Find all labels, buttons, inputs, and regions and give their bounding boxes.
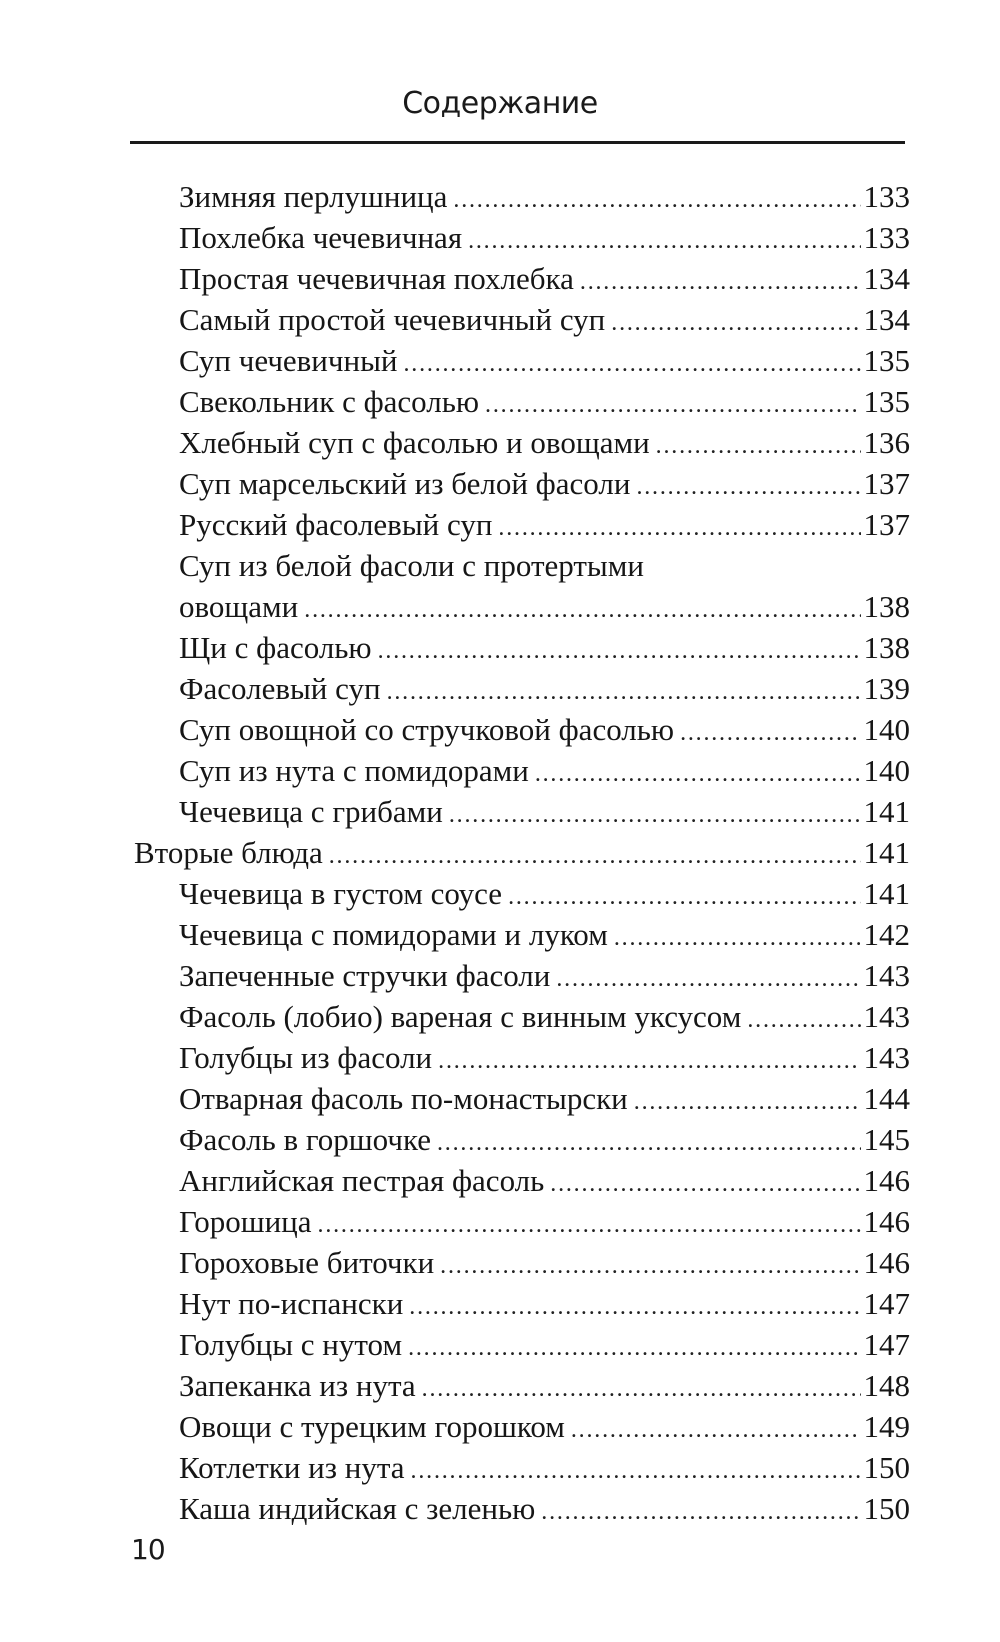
dot-leader [614,918,861,959]
toc-entry [0,955,1000,996]
dot-leader [468,221,860,262]
toc-entry [0,1160,1000,1201]
toc-entry-page: 147 [863,1286,910,1321]
toc-entry-title: Фасоль в горшочке [179,1122,431,1157]
toc-entry-title: Котлетки из нута [179,1450,405,1485]
dot-leader [541,1492,860,1533]
toc-entry-page: 144 [863,1081,910,1116]
toc-entry-title: Каша индийская с зеленью [179,1491,536,1526]
toc-entry-title: Вторые блюда [134,835,323,870]
toc-entry-title: Запеченные стручки фасоли [179,958,551,993]
toc-entry-page: 145 [863,1122,910,1157]
toc-entry-title: Русский фасолевый суп [179,507,493,542]
dot-leader [387,672,861,713]
toc-entry [0,1447,1000,1488]
toc-entry-page: 136 [863,425,910,460]
toc-entry-title: Простая чечевичная похлебка [179,261,574,296]
dot-leader [378,631,861,672]
toc-entry [0,627,1000,668]
dot-leader [453,180,860,221]
toc-entry [0,791,1000,832]
toc-entry-title: Чечевица с помидорами и луком [179,917,608,952]
toc-entry [0,1242,1000,1283]
toc-entry-title: Голубцы с нутом [179,1327,403,1362]
toc-entry [0,176,1000,217]
toc-entry [0,586,1000,627]
toc-entry-title: Голубцы из фасоли [179,1040,433,1075]
toc-entry-page: 150 [863,1491,910,1526]
header-divider [130,141,905,144]
toc-entry-title: Суп чечевичный [179,343,398,378]
toc-entry-page: 138 [863,630,910,665]
toc-entry [0,1365,1000,1406]
dot-leader [580,262,861,303]
toc-entry-title: Отварная фасоль по-монастырски [179,1081,628,1116]
toc-entry-page: 149 [863,1409,910,1444]
toc-entry [0,299,1000,340]
toc-entry-page: 135 [863,343,910,378]
toc-entry-title: Суп марсельский из белой фасоли [179,466,631,501]
toc-entry [0,1119,1000,1160]
toc-entry-title: Овощи с турецким горошком [179,1409,565,1444]
toc-entry [0,1078,1000,1119]
toc-entry [0,873,1000,914]
toc-entry-page: 143 [863,1040,910,1075]
toc-entry-page: 133 [863,220,910,255]
toc-entry-page: 148 [863,1368,910,1403]
page-number: 10 [131,1533,165,1566]
dot-leader [304,590,860,631]
toc-entry-page: 140 [863,753,910,788]
toc-entry-page: 141 [863,794,910,829]
toc-entry-page: 137 [863,466,910,501]
toc-entry-title: Гороховые биточки [179,1245,435,1280]
toc-entry-page: 150 [863,1450,910,1485]
dot-leader [535,754,861,795]
toc-entry-page: 135 [863,384,910,419]
toc-entry [0,1488,1000,1529]
toc-entry-page: 143 [863,958,910,993]
toc-entry-page: 134 [863,261,910,296]
dot-leader [550,1164,860,1205]
dot-leader [680,713,860,754]
toc-entry-page: 138 [863,589,910,624]
toc-entry [0,422,1000,463]
dot-leader [404,344,861,385]
dot-leader [656,426,861,467]
dot-leader [411,1451,861,1492]
toc-entry-page: 141 [863,835,910,870]
toc-entry [0,504,1000,545]
toc-entry-page: 146 [863,1245,910,1280]
toc-entry-page: 137 [863,507,910,542]
toc-entry-page: 147 [863,1327,910,1362]
toc-entry [0,463,1000,504]
toc-entry-title: Фасоль (лобио) вареная с винным уксусом [179,999,742,1034]
toc-entry [0,381,1000,422]
toc-entry [0,914,1000,955]
toc-entry-title: Щи с фасолью [179,630,372,665]
toc-entry-title: Чечевица в густом соусе [179,876,503,911]
toc-entry-page: 146 [863,1204,910,1239]
toc-entry [0,217,1000,258]
toc-entry-title: Суп овощной со стручковой фасолью [179,712,675,747]
toc-entry [0,709,1000,750]
toc-entry-page: 143 [863,999,910,1034]
toc-entry-title: Самый простой чечевичный суп [179,302,606,337]
toc-entry [0,1406,1000,1447]
dot-leader [438,1041,860,1082]
dot-leader [409,1287,860,1328]
page-title: Содержание [402,86,598,121]
toc-entry-page: 139 [863,671,910,706]
table-of-contents [0,176,1000,1529]
toc-entry [0,545,1000,586]
dot-leader [485,385,860,426]
toc-entry-page: 142 [863,917,910,952]
toc-entry-title: Нут по-испански [179,1286,404,1321]
toc-entry-page: 140 [863,712,910,747]
toc-entry [0,1324,1000,1365]
dot-leader [634,1082,861,1123]
dot-leader [318,1205,861,1246]
dot-leader [437,1123,861,1164]
toc-entry-title: Хлебный суп с фасолью и овощами [179,425,650,460]
toc-entry-page: 134 [863,302,910,337]
dot-leader [440,1246,860,1287]
dot-leader [329,836,861,877]
dot-leader [556,959,860,1000]
toc-entry-page: 133 [863,179,910,214]
dot-leader [636,467,860,508]
toc-entry-title: Фасолевый суп [179,671,381,706]
toc-entry-title: Чечевица с грибами [179,794,443,829]
toc-entry [0,258,1000,299]
toc-entry [0,1283,1000,1324]
dot-leader [611,303,860,344]
toc-entry-title: Похлебка чечевичная [179,220,463,255]
toc-entry [0,1201,1000,1242]
dot-leader [498,508,860,549]
toc-entry-title: Горошица [179,1204,312,1239]
toc-entry-page: 146 [863,1163,910,1198]
dot-leader [571,1410,861,1451]
dot-leader [422,1369,861,1410]
dot-leader [508,877,860,918]
toc-entry [0,1037,1000,1078]
toc-entry [0,996,1000,1037]
toc-entry [0,668,1000,709]
toc-entry-title: Зимняя перлушница [179,179,448,214]
toc-entry-title: овощами [179,589,299,624]
toc-entry-title: Английская пестрая фасоль [179,1163,545,1198]
toc-section-entry [0,832,1000,873]
toc-entry-title: Суп из белой фасоли с протертыми [179,548,644,583]
dot-leader [747,1000,860,1041]
toc-entry [0,340,1000,381]
dot-leader [449,795,861,836]
toc-entry [0,750,1000,791]
toc-entry-title: Запеканка из нута [179,1368,416,1403]
toc-entry-title: Суп из нута с помидорами [179,753,529,788]
dot-leader [408,1328,860,1369]
toc-entry-page: 141 [863,876,910,911]
toc-entry-title: Свекольник с фасолью [179,384,480,419]
